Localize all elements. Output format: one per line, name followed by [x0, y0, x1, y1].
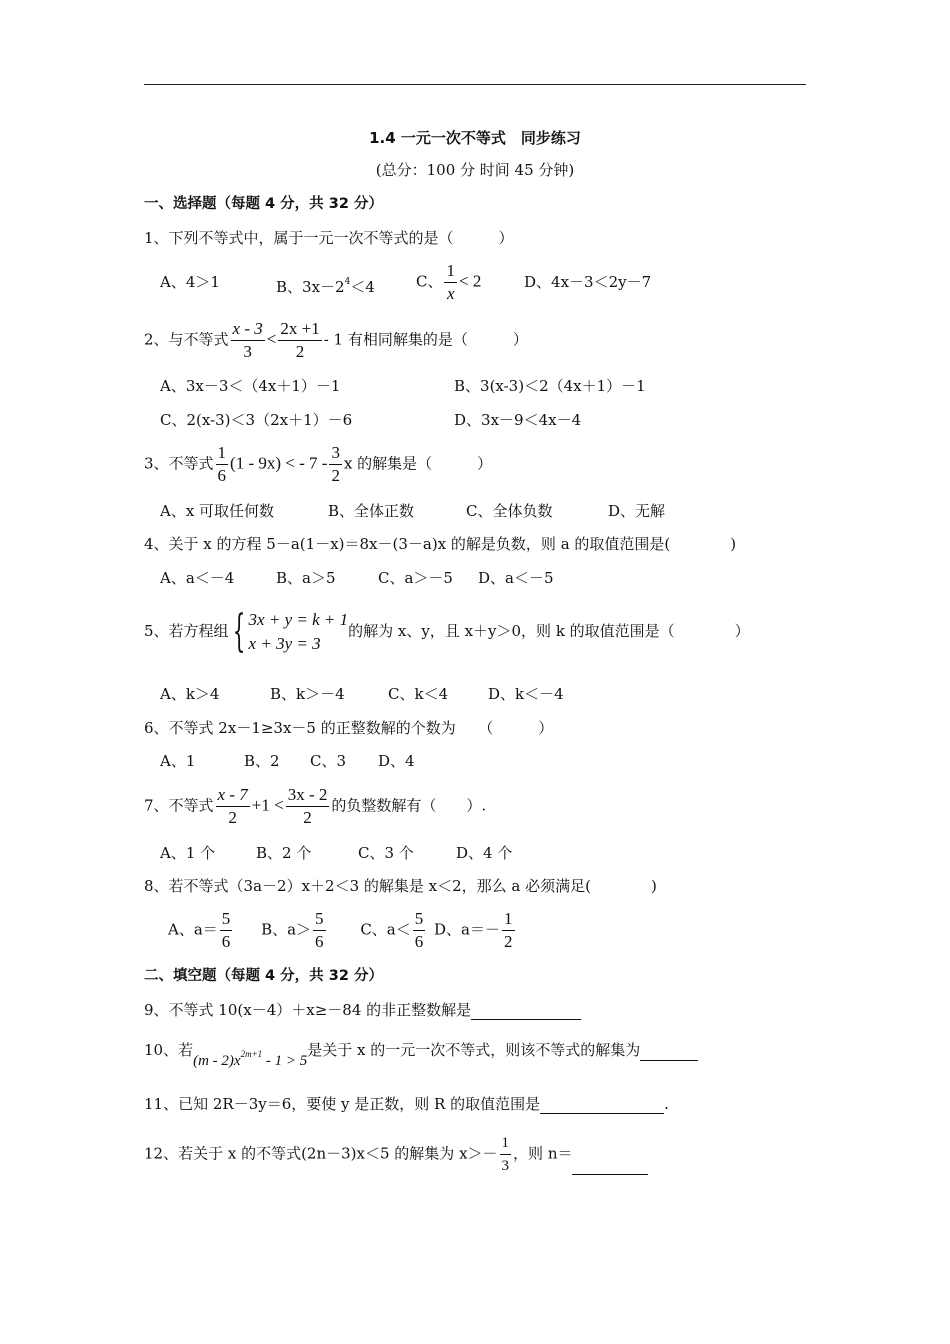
question-6-option-b: B、2	[244, 752, 280, 770]
page-title: 1.4 一元一次不等式 同步练习	[369, 129, 581, 147]
question-2-stem: 2、与不等式 $\frac{x - 3}{3}$ < $\frac{2x +1}{2}$ - 1 有相同解集的是（ ）	[144, 319, 528, 361]
question-8-option-d: D、a＝－ $\frac{1}{2}$	[434, 909, 513, 951]
question-8-stem: 8、若不等式（3a－2）x＋2＜3 的解集是 x＜2，那么 a 必须满足( )	[144, 877, 657, 895]
question-3-option-c: C、全体负数	[466, 502, 553, 520]
question-1-option-b: B、$3x-2^4<4$	[276, 277, 375, 296]
question-8-option-a: A、a＝ $\frac{5}{6}$	[168, 909, 231, 951]
question-7-option-c: C、3 个	[358, 844, 414, 862]
question-6-stem: 6、不等式 2x－1≥3x－5 的正整数解的个数为 （ ）	[144, 719, 554, 737]
question-1-stem: 1、下列不等式中，属于一元一次不等式的是（ ）	[144, 229, 514, 247]
question-5-option-a: A、k＞4	[160, 685, 220, 703]
page-subtitle: (总分：100 分 时间 45 分钟)	[375, 161, 575, 179]
question-4-option-b: B、a＞5	[276, 569, 336, 587]
question-5-option-c: C、k＜4	[388, 685, 449, 703]
question-12-answer-blank[interactable]	[572, 1158, 648, 1175]
question-2-option-a: A、3x－3＜（4x＋1）－1	[160, 377, 341, 395]
question-4-option-d: D、a＜－5	[478, 569, 554, 587]
question-6-option-d: D、4	[378, 752, 415, 770]
question-9-stem: 9、不等式 10(x－4）＋x≥－84 的非正整数解是	[144, 1000, 581, 1020]
question-12-stem: 12、若关于 x 的不等式(2n－3)x＜5 的解集为 x＞－ $\frac{1}{3}$ ，则 n＝	[144, 1134, 648, 1175]
question-1-option-a: A、4＞1	[160, 273, 220, 291]
question-7-option-d: D、4 个	[456, 844, 513, 862]
equation-system: { 3x + y = k + 1 x + 3y = 3	[232, 606, 349, 657]
question-3-stem: 3、不等式 $\frac{1}{6}$ (1 - 9x) < - 7 - $\frac{3}{2}$ x 的解集是（ ）	[144, 443, 493, 485]
section-choice-heading: 一、选择题（每题 4 分，共 32 分）	[144, 196, 383, 212]
question-11-answer-blank[interactable]	[540, 1097, 664, 1114]
question-2-option-c: C、2(x-3)＜3（2x＋1）－6	[160, 411, 353, 429]
question-6-option-a: A、1	[160, 752, 196, 770]
question-10-expression: $(m - 2)x^{2m+1} - 1 > 5$	[193, 1049, 308, 1069]
question-8-options	[168, 910, 517, 951]
question-8-option-b: B、a＞ $\frac{5}{6}$	[261, 909, 324, 951]
question-7-option-a: A、1 个	[160, 844, 216, 862]
question-1-option-d: D、4x－3＜2y－7	[524, 273, 652, 291]
header-rule	[144, 84, 806, 85]
question-5-stem: 5、若方程组 { 3x + y = k + 1 x + 3y = 3 的解为 x、y，且 x＋y＞0，则 k 的取值范围是（ ）	[144, 606, 750, 657]
question-9-answer-blank[interactable]	[471, 1003, 581, 1020]
question-8-option-c: C、a＜ $\frac{5}{6}$	[360, 909, 424, 951]
question-2-option-b: B、3(x-3)＜2（4x＋1）－1	[454, 377, 646, 395]
question-7-stem: 7、不等式 $\frac{x - 7}{2}$ +1 < $\frac{3x - 2}{2}$ 的负整数解有（ ）.	[144, 785, 487, 827]
question-5-option-d: D、k＜－4	[488, 685, 564, 703]
question-7-option-b: B、2 个	[256, 844, 312, 862]
question-4-stem: 4、关于 x 的方程 5－a(1－x)＝8x－(3－a)x 的解是负数，则 a 的取值范围是( )	[144, 535, 737, 553]
question-6-option-c: C、3	[310, 752, 347, 770]
section-fill-heading: 二、填空题（每题 4 分，共 32 分）	[144, 968, 383, 984]
question-3-option-d: D、无解	[608, 502, 666, 520]
question-2-option-d: D、3x－9＜4x－4	[454, 411, 582, 429]
question-3-option-b: B、全体正数	[328, 502, 415, 520]
question-4-option-c: C、a＞－5	[378, 569, 453, 587]
question-10-stem: 10、若$(m - 2)x^{2m+1} - 1 > 5$是关于 x 的一元一次不等式，则该不等式的解集为	[144, 1034, 698, 1061]
question-3-option-a: A、x 可取任何数	[160, 502, 275, 520]
question-10-answer-blank[interactable]	[640, 1044, 698, 1061]
question-11-stem: 11、已知 2R－3y＝6，要使 y 是正数，则 R 的取值范围是 .	[144, 1095, 669, 1113]
question-4-option-a: A、a＜－4	[160, 569, 235, 587]
question-5-option-b: B、k＞－4	[270, 685, 345, 703]
question-1-option-c: C、 $\frac{1}{x}$ < 2	[416, 261, 482, 303]
